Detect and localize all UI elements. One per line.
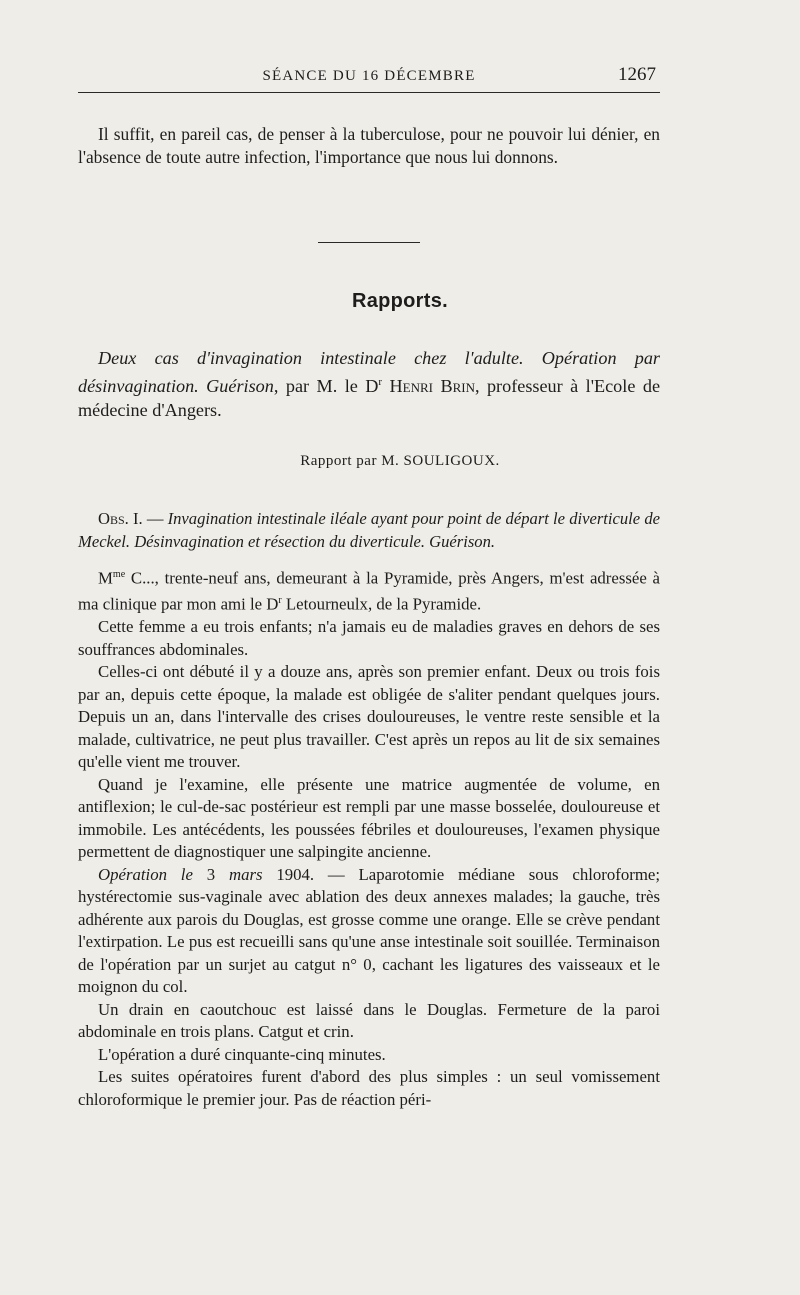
rapporteur: Rapport par M. SOULIGOUX. — [300, 453, 500, 469]
p1-mid: C..., trente-neuf ans, demeurant à la Pyramide, près Angers, m'est adressée à ma clinique par mon ami le D — [78, 568, 660, 614]
p1-prefix: M — [98, 568, 113, 588]
p5-rest: 1904. — Laparotomie médiane sous chloroforme; hystérectomie sus-vaginale avec ablation des deux annexes malades; la gauche, très adhérente aux parois du Douglas, est grosse comme une orange. Elle se crève pendant l'extirpation. Le pus est recueilli sans qu'une anse intestinale soit souillée. Terminaison de l'opération par un surjet au catgut n° 0, cachant les ligatures des vaisseaux et le moignon du col. — [78, 864, 661, 997]
p5-italic2: mars — [228, 864, 263, 884]
paper-dr-sup: r — [378, 376, 383, 388]
running-head: SÉANCE DU 16 DÉCEMBRE — [262, 68, 476, 84]
paragraph-2: Cette femme a eu trois enfants; n'a jamais eu de maladies graves en dehors de ses souffrances abdominales. — [78, 617, 660, 659]
section-title: Rapports. — [351, 290, 449, 312]
paper-by: , par M. le D — [273, 376, 379, 397]
paper-author: Henri Brin — [389, 376, 475, 397]
paragraph-7: L'opération a duré cinquante-cinq minutes. — [98, 1044, 386, 1064]
observation-body — [78, 564, 660, 1111]
observation-dash: — — [142, 509, 168, 528]
paragraph-4: Quand je l'examine, elle présente une matrice augmentée de volume, en antiflexion; le cul-de-sac postérieur est rempli par une masse bosselée, douloureuse et immobile. Les antécédents, les poussées fébriles et douloureuses, l'examen physique permettent de diagnostiquer une salpingite ancienne. — [78, 774, 660, 862]
paper-affiliation: , professeur à l'Ecole de médecine d'Angers. — [78, 376, 661, 421]
observation-heading — [78, 508, 660, 553]
p5-date: 3 — [192, 864, 229, 884]
paper-reference — [78, 346, 660, 422]
paragraph-8: Les suites opératoires furent d'abord des plus simples : un seul vomissement chloroformique le premier jour. Pas de réaction péri- — [78, 1067, 660, 1109]
paragraph-3: Celles-ci ont débuté il y a douze ans, après son premier enfant. Deux ou trois fois par an, depuis cette époque, la malade est obligée de s'aliter pendant quelques jours. Depuis un an, dans l'intervalle des crises douloureuses, le ventre reste sensible et la malade, cultivatrice, ne peut plus travailler. C'est après un repos au lit de six semaines qu'elle vient me trouver. — [78, 662, 660, 772]
p5-italic: Opération le — [98, 864, 193, 884]
p1-end: Letourneulx, de la Pyramide. — [281, 594, 482, 614]
p1-sup2: r — [278, 595, 282, 607]
paragraph-6: Un drain en caoutchouc est laissé dans le Douglas. Fermeture de la paroi abdominale en trois plans. Catgut et crin. — [78, 999, 660, 1042]
page-header — [78, 62, 660, 93]
paragraph-1 — [78, 564, 660, 616]
paragraph-5 — [78, 864, 660, 999]
observation-label: Obs. I. — [98, 509, 143, 528]
intro-paragraph: Il suffit, en pareil cas, de penser à la tuberculose, pour ne pouvoir lui dénier, en l'absence de toute autre infection, l'importance que nous lui donnons. — [78, 124, 660, 168]
page-number: 1267 — [618, 64, 656, 85]
observation-title: Invagination intestinale iléale ayant pour point de départ le diverticule de Meckel. Désinvagination et résection du diverticule. Guérison. — [78, 509, 660, 551]
section-divider — [318, 242, 420, 243]
p1-sup: me — [112, 569, 126, 580]
paper-title: Deux cas d'invagination intestinale chez l'adulte. Opération par désinvagination. Guérison — [78, 348, 660, 397]
